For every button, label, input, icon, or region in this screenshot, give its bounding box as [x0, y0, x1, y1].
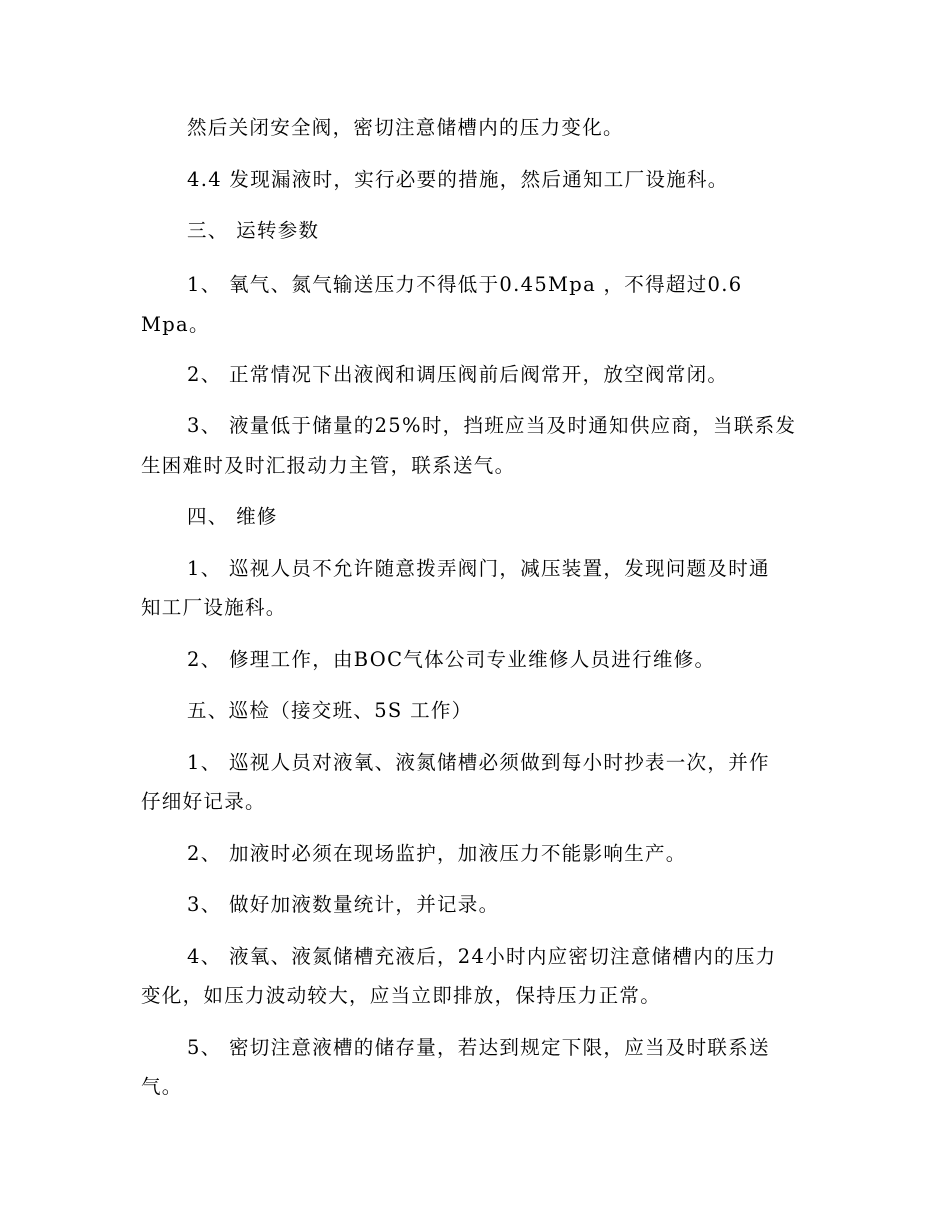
text-line-6: 2、 正常情况下出液阀和调压阀前后阀常开，放空阀常闭。: [187, 363, 729, 386]
text-line-20: 5、 密切注意液槽的储存量，若达到规定下限，应当及时联系送: [187, 1036, 770, 1059]
text-line-2: 4.4 发现漏液时，实行必要的措施，然后通知工厂设施科。: [187, 168, 729, 191]
text-line-10: 1、 巡视人员不允许随意拨弄阀门，减压装置，发现问题及时通: [187, 557, 770, 580]
text-line-14: 1、 巡视人员对液氧、液氮储槽必须做到每小时抄表一次，并作: [187, 751, 770, 774]
text-line-1: 然后关闭安全阀，密切注意储槽内的压力变化。: [187, 116, 624, 139]
text-line-11: 知工厂设施科。: [141, 596, 287, 619]
text-line-5: Mpa。: [141, 313, 210, 336]
text-line-16: 2、 加液时必须在现场监护，加液压力不能影响生产。: [187, 842, 687, 865]
section-heading-5: 五、巡检（接交班、5S 工作）: [187, 699, 473, 722]
text-line-12: 2、 修理工作，由BOC气体公司专业维修人员进行维修。: [187, 648, 716, 671]
text-line-19: 变化，如压力波动较大，应当立即排放，保持压力正常。: [141, 984, 662, 1007]
text-line-18: 4、 液氧、液氮储槽充液后，24小时内应密切注意储槽内的压力: [187, 945, 777, 968]
text-line-7: 3、 液量低于储量的25%时，挡班应当及时通知供应商，当联系发: [187, 414, 797, 437]
text-line-4: 1、 氧气、氮气输送压力不得低于0.45Mpa ，不得超过0.6: [187, 273, 743, 296]
text-line-15: 仔细好记录。: [141, 790, 266, 813]
section-heading-3: 三、 运转参数: [187, 219, 320, 242]
text-line-17: 3、 做好加液数量统计，并记录。: [187, 893, 500, 916]
section-heading-4: 四、 维修: [187, 505, 278, 528]
text-line-21: 气。: [141, 1075, 183, 1098]
text-line-8: 生困难时及时汇报动力主管，联系送气。: [141, 454, 516, 477]
